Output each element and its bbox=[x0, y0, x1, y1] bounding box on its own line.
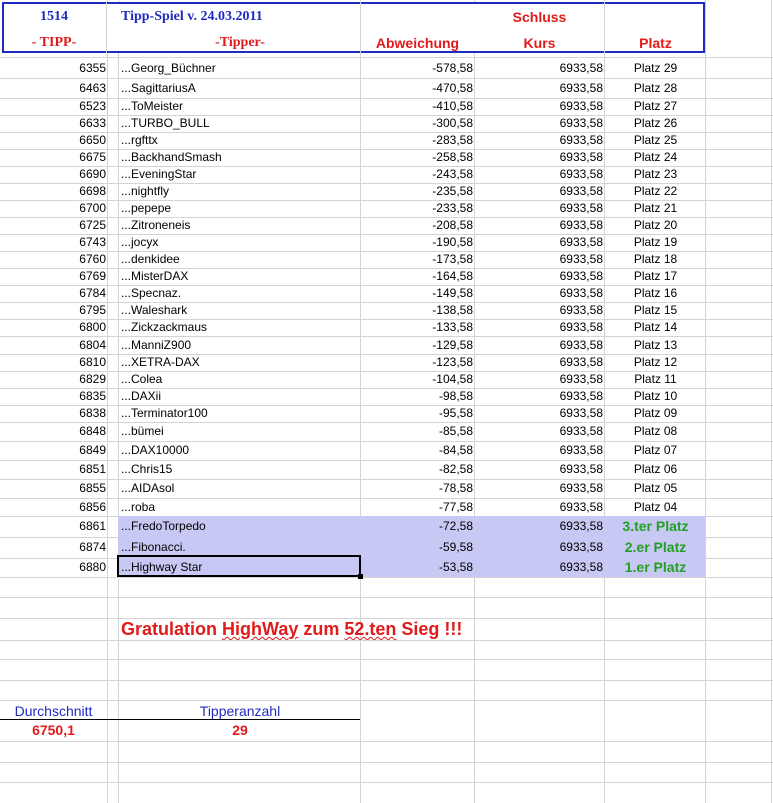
tipp-cell[interactable]: 6851 bbox=[79, 462, 106, 476]
kurs-cell[interactable]: 6933,58 bbox=[559, 443, 603, 457]
platz-cell[interactable]: Platz 05 bbox=[633, 481, 678, 495]
table-row[interactable] bbox=[0, 251, 773, 268]
platz-cell[interactable]: Platz 17 bbox=[633, 269, 678, 283]
abweichung-cell[interactable]: -133,58 bbox=[432, 320, 473, 334]
schluss-label[interactable]: Schluss bbox=[512, 9, 567, 25]
kurs-cell[interactable]: 6933,58 bbox=[559, 406, 603, 420]
tipper-count-label[interactable]: Tipperanzahl bbox=[199, 703, 281, 719]
grid-row-line bbox=[0, 597, 773, 598]
kurs-cell[interactable]: 6933,58 bbox=[559, 355, 603, 369]
abweichung-cell[interactable]: -85,58 bbox=[438, 424, 473, 438]
tipper-name-cell[interactable]: ...nightfly bbox=[121, 184, 170, 198]
kurs-cell[interactable]: 6933,58 bbox=[559, 81, 603, 95]
kurs-cell[interactable]: 6933,58 bbox=[559, 184, 603, 198]
abweichung-cell[interactable]: -95,58 bbox=[438, 406, 473, 420]
tipper-name-cell[interactable]: ...bümei bbox=[121, 424, 164, 438]
header-divider bbox=[360, 2, 361, 53]
tipper-name-cell[interactable]: ...EveningStar bbox=[121, 167, 197, 181]
platz-cell[interactable]: Platz 15 bbox=[633, 303, 678, 317]
kurs-cell[interactable]: 6933,58 bbox=[559, 150, 603, 164]
platz-cell[interactable]: 3.ter Platz bbox=[622, 518, 689, 534]
kurs-cell[interactable]: 6933,58 bbox=[559, 235, 603, 249]
tipp-cell[interactable]: 6633 bbox=[79, 116, 106, 130]
grid-row-line bbox=[0, 700, 773, 701]
abweichung-cell[interactable]: -82,58 bbox=[438, 462, 473, 476]
tipper-name-cell[interactable]: ...Fibonacci. bbox=[121, 540, 186, 554]
platz-cell[interactable]: Platz 28 bbox=[633, 81, 678, 95]
tipper-name-cell[interactable]: ...Zickzackmaus bbox=[121, 320, 208, 334]
tipper-name-cell[interactable]: ...Specnaz. bbox=[121, 286, 182, 300]
tipper-name-cell[interactable]: ...ManniZ900 bbox=[121, 338, 192, 352]
table-row[interactable] bbox=[0, 479, 773, 498]
kurs-cell[interactable]: 6933,58 bbox=[559, 303, 603, 317]
grid-row-line bbox=[0, 762, 773, 763]
table-row[interactable] bbox=[0, 200, 773, 217]
tipp-cell[interactable]: 6800 bbox=[79, 320, 106, 334]
tipp-cell[interactable]: 6355 bbox=[79, 61, 106, 75]
tipp-cell[interactable]: 6880 bbox=[79, 560, 106, 574]
tipper-name-cell[interactable]: ...BackhandSmash bbox=[121, 150, 222, 164]
table-row[interactable] bbox=[0, 166, 773, 183]
tipp-cell[interactable]: 6848 bbox=[79, 424, 106, 438]
table-row[interactable] bbox=[0, 498, 773, 516]
tipp-cell[interactable]: 6829 bbox=[79, 372, 106, 386]
platz-cell[interactable]: Platz 08 bbox=[633, 424, 678, 438]
table-row[interactable] bbox=[0, 78, 773, 98]
abweichung-cell[interactable]: -149,58 bbox=[432, 286, 473, 300]
table-row[interactable] bbox=[0, 217, 773, 234]
platz-cell[interactable]: Platz 22 bbox=[633, 184, 678, 198]
kurs-cell[interactable]: 6933,58 bbox=[559, 286, 603, 300]
platz-cell[interactable]: 2.er Platz bbox=[624, 539, 687, 555]
header-divider bbox=[604, 2, 605, 53]
grid-row-line bbox=[0, 680, 773, 681]
platz-cell[interactable]: Platz 11 bbox=[634, 372, 677, 386]
tipp-cell[interactable]: 6463 bbox=[79, 81, 106, 95]
abweichung-cell[interactable]: -243,58 bbox=[432, 167, 473, 181]
platz-cell[interactable]: Platz 19 bbox=[633, 235, 678, 249]
abweichung-cell[interactable]: -283,58 bbox=[432, 133, 473, 147]
col-header-tipper[interactable]: -Tipper- bbox=[215, 35, 265, 50]
kurs-cell[interactable]: 6933,58 bbox=[559, 133, 603, 147]
table-row[interactable] bbox=[0, 183, 773, 200]
kurs-cell[interactable]: 6933,58 bbox=[559, 167, 603, 181]
platz-cell[interactable]: 1.er Platz bbox=[624, 559, 687, 575]
table-row[interactable] bbox=[0, 302, 773, 319]
kurs-cell[interactable]: 6933,58 bbox=[559, 560, 603, 574]
grid-row-line bbox=[0, 57, 773, 58]
tipper-name-cell[interactable]: ...Highway Star bbox=[121, 560, 203, 574]
tipper-name-cell[interactable]: ...Colea bbox=[121, 372, 163, 386]
abweichung-cell[interactable]: -258,58 bbox=[432, 150, 473, 164]
tipp-cell[interactable]: 6675 bbox=[79, 150, 106, 164]
tipper-name-cell[interactable]: ...DAXii bbox=[121, 389, 162, 403]
tipper-count-value[interactable]: 29 bbox=[232, 722, 248, 738]
abweichung-cell[interactable]: -72,58 bbox=[438, 519, 473, 533]
table-row[interactable] bbox=[0, 537, 773, 558]
kurs-cell[interactable]: 6933,58 bbox=[559, 424, 603, 438]
average-value[interactable]: 6750,1 bbox=[32, 722, 75, 738]
kurs-cell[interactable]: 6933,58 bbox=[559, 500, 603, 514]
platz-cell[interactable]: Platz 04 bbox=[633, 500, 678, 514]
tipper-name-cell[interactable]: ...Chris15 bbox=[121, 462, 173, 476]
abweichung-cell[interactable]: -233,58 bbox=[432, 201, 473, 215]
table-row[interactable] bbox=[0, 388, 773, 405]
table-row[interactable] bbox=[0, 337, 773, 354]
platz-cell[interactable]: Platz 26 bbox=[633, 116, 678, 130]
tipp-cell[interactable]: 6804 bbox=[79, 338, 106, 352]
abweichung-cell[interactable]: -77,58 bbox=[438, 500, 473, 514]
tipp-cell[interactable]: 6743 bbox=[79, 235, 106, 249]
tipp-cell[interactable]: 6861 bbox=[79, 519, 106, 533]
platz-cell[interactable]: Platz 10 bbox=[633, 389, 678, 403]
tipp-cell[interactable]: 6784 bbox=[79, 286, 106, 300]
platz-cell[interactable]: Platz 20 bbox=[633, 218, 678, 232]
table-row[interactable] bbox=[0, 558, 773, 577]
tipper-name-cell[interactable]: ...denkidee bbox=[121, 252, 180, 266]
tipp-cell[interactable]: 6690 bbox=[79, 167, 106, 181]
tipper-name-cell[interactable]: ...Georg_Büchner bbox=[121, 61, 216, 75]
grid-row-line bbox=[0, 577, 773, 578]
table-row[interactable] bbox=[0, 516, 773, 537]
table-row[interactable] bbox=[0, 234, 773, 251]
kurs-cell[interactable]: 6933,58 bbox=[559, 338, 603, 352]
platz-cell[interactable]: Platz 27 bbox=[633, 99, 678, 113]
tipp-cell[interactable]: 6725 bbox=[79, 218, 106, 232]
abweichung-cell[interactable]: -104,58 bbox=[432, 372, 473, 386]
kurs-cell[interactable]: 6933,58 bbox=[559, 61, 603, 75]
kurs-cell[interactable]: 6933,58 bbox=[559, 519, 603, 533]
abweichung-cell[interactable]: -410,58 bbox=[432, 99, 473, 113]
grid-row-line bbox=[0, 640, 773, 641]
tipp-cell[interactable]: 6700 bbox=[79, 201, 106, 215]
kurs-cell[interactable]: 6933,58 bbox=[559, 389, 603, 403]
selected-cell[interactable] bbox=[117, 555, 361, 577]
platz-cell[interactable]: Platz 07 bbox=[633, 443, 678, 457]
tipp-cell[interactable]: 6795 bbox=[79, 303, 106, 317]
table-row[interactable] bbox=[0, 405, 773, 422]
tipper-name-cell[interactable]: ...TURBO_BULL bbox=[121, 116, 210, 130]
platz-cell[interactable]: Platz 13 bbox=[633, 338, 678, 352]
tipp-cell[interactable]: 6760 bbox=[79, 252, 106, 266]
kurs-cell[interactable]: 6933,58 bbox=[559, 218, 603, 232]
tipper-name-cell[interactable]: ...rgfttx bbox=[121, 133, 158, 147]
abweichung-cell[interactable]: -173,58 bbox=[432, 252, 473, 266]
tipp-cell[interactable]: 6849 bbox=[79, 443, 106, 457]
platz-cell[interactable]: Platz 12 bbox=[633, 355, 678, 369]
table-row[interactable] bbox=[0, 441, 773, 460]
abweichung-cell[interactable]: -53,58 bbox=[438, 560, 473, 574]
congrats-name: HighWay bbox=[222, 619, 299, 639]
abweichung-cell[interactable]: -138,58 bbox=[432, 303, 473, 317]
abweichung-cell[interactable]: -208,58 bbox=[432, 218, 473, 232]
table-row[interactable] bbox=[0, 98, 773, 115]
summary-underline bbox=[0, 719, 360, 720]
abweichung-cell[interactable]: -164,58 bbox=[432, 269, 473, 283]
col-header-kurs[interactable]: Kurs bbox=[523, 35, 556, 51]
platz-cell[interactable]: Platz 21 bbox=[633, 201, 678, 215]
tipper-name-cell[interactable]: ...DAX10000 bbox=[121, 443, 190, 457]
tipp-cell[interactable]: 6650 bbox=[79, 133, 106, 147]
platz-cell[interactable]: Platz 25 bbox=[633, 133, 678, 147]
grid-row-line bbox=[0, 659, 773, 660]
kurs-cell[interactable]: 6933,58 bbox=[559, 99, 603, 113]
tipp-cell[interactable]: 6698 bbox=[79, 184, 106, 198]
col-header-tipp[interactable]: - TIPP- bbox=[31, 35, 77, 50]
tipp-cell[interactable]: 6838 bbox=[79, 406, 106, 420]
congrats-part: Sieg !!! bbox=[396, 619, 463, 639]
table-row[interactable] bbox=[0, 422, 773, 441]
tipper-name-cell[interactable]: ...Waleshark bbox=[121, 303, 188, 317]
table-row[interactable] bbox=[0, 354, 773, 371]
tipper-name-cell[interactable]: ...Terminator100 bbox=[121, 406, 208, 420]
kurs-cell[interactable]: 6933,58 bbox=[559, 252, 603, 266]
platz-cell[interactable]: Platz 24 bbox=[633, 150, 678, 164]
tipp-cell[interactable]: 6835 bbox=[79, 389, 106, 403]
tipper-name-cell[interactable]: ...MisterDAX bbox=[121, 269, 189, 283]
congrats-part: zum bbox=[298, 619, 345, 639]
grid-row-line bbox=[0, 782, 773, 783]
kurs-cell[interactable]: 6933,58 bbox=[559, 116, 603, 130]
tipper-name-cell[interactable]: ...pepepe bbox=[121, 201, 172, 215]
table-row[interactable] bbox=[0, 149, 773, 166]
abweichung-cell[interactable]: -78,58 bbox=[438, 481, 473, 495]
game-title[interactable]: Tipp-Spiel v. 24.03.2011 bbox=[121, 9, 263, 24]
abweichung-cell[interactable]: -123,58 bbox=[432, 355, 473, 369]
abweichung-cell[interactable]: -59,58 bbox=[438, 540, 473, 554]
kurs-cell[interactable]: 6933,58 bbox=[559, 320, 603, 334]
col-header-platz[interactable]: Platz bbox=[639, 35, 672, 51]
tipp-cell[interactable]: 6856 bbox=[79, 500, 106, 514]
table-row[interactable] bbox=[0, 319, 773, 336]
kurs-cell[interactable]: 6933,58 bbox=[559, 372, 603, 386]
tipper-name-cell[interactable]: ...SagittariusA bbox=[121, 81, 196, 95]
tipper-name-cell[interactable]: ...jocyx bbox=[121, 235, 159, 249]
table-row[interactable] bbox=[0, 460, 773, 479]
congrats-part: Gratulation bbox=[121, 619, 223, 639]
abweichung-cell[interactable]: -98,58 bbox=[438, 389, 473, 403]
abweichung-cell[interactable]: -470,58 bbox=[432, 81, 473, 95]
table-row[interactable] bbox=[0, 132, 773, 149]
tipper-name-cell[interactable]: ...roba bbox=[121, 500, 156, 514]
congrats-number: 52.ten bbox=[344, 619, 397, 639]
tipper-name-cell[interactable]: ...ToMeister bbox=[121, 99, 184, 113]
kurs-cell[interactable]: 6933,58 bbox=[559, 540, 603, 554]
abweichung-cell[interactable]: -190,58 bbox=[432, 235, 473, 249]
game-id[interactable]: 1514 bbox=[40, 9, 68, 24]
platz-cell[interactable]: Platz 06 bbox=[633, 462, 678, 476]
col-header-abweichung[interactable]: Abweichung bbox=[375, 35, 460, 51]
tipper-name-cell[interactable]: ...Zitroneneis bbox=[121, 218, 191, 232]
platz-cell[interactable]: Platz 29 bbox=[633, 61, 678, 75]
tipp-cell[interactable]: 6874 bbox=[79, 540, 106, 554]
platz-cell[interactable]: Platz 14 bbox=[633, 320, 678, 334]
tipp-cell[interactable]: 6769 bbox=[79, 269, 106, 283]
abweichung-cell[interactable]: -235,58 bbox=[432, 184, 473, 198]
kurs-cell[interactable]: 6933,58 bbox=[559, 269, 603, 283]
tipp-cell[interactable]: 6855 bbox=[79, 481, 106, 495]
average-label[interactable]: Durchschnitt bbox=[14, 703, 93, 719]
tipper-name-cell[interactable]: ...AIDAsol bbox=[121, 481, 175, 495]
abweichung-cell[interactable]: -129,58 bbox=[432, 338, 473, 352]
kurs-cell[interactable]: 6933,58 bbox=[559, 462, 603, 476]
abweichung-cell[interactable]: -578,58 bbox=[432, 61, 473, 75]
table-row[interactable] bbox=[0, 285, 773, 302]
table-row[interactable] bbox=[0, 268, 773, 285]
platz-cell[interactable]: Platz 18 bbox=[633, 252, 678, 266]
abweichung-cell[interactable]: -300,58 bbox=[432, 116, 473, 130]
kurs-cell[interactable]: 6933,58 bbox=[559, 201, 603, 215]
table-row[interactable] bbox=[0, 59, 773, 78]
table-row[interactable] bbox=[0, 115, 773, 132]
platz-cell[interactable]: Platz 16 bbox=[633, 286, 678, 300]
table-row[interactable] bbox=[0, 371, 773, 388]
congratulation-text[interactable] bbox=[121, 619, 541, 640]
abweichung-cell[interactable]: -84,58 bbox=[438, 443, 473, 457]
tipper-name-cell[interactable]: ...XETRA-DAX bbox=[121, 355, 200, 369]
grid-row-line bbox=[0, 741, 773, 742]
kurs-cell[interactable]: 6933,58 bbox=[559, 481, 603, 495]
tipper-name-cell[interactable]: ...FredoTorpedo bbox=[121, 519, 206, 533]
tipp-cell[interactable]: 6523 bbox=[79, 99, 106, 113]
fill-handle[interactable] bbox=[358, 574, 363, 579]
tipp-cell[interactable]: 6810 bbox=[79, 355, 106, 369]
platz-cell[interactable]: Platz 09 bbox=[633, 406, 678, 420]
platz-cell[interactable]: Platz 23 bbox=[633, 167, 678, 181]
